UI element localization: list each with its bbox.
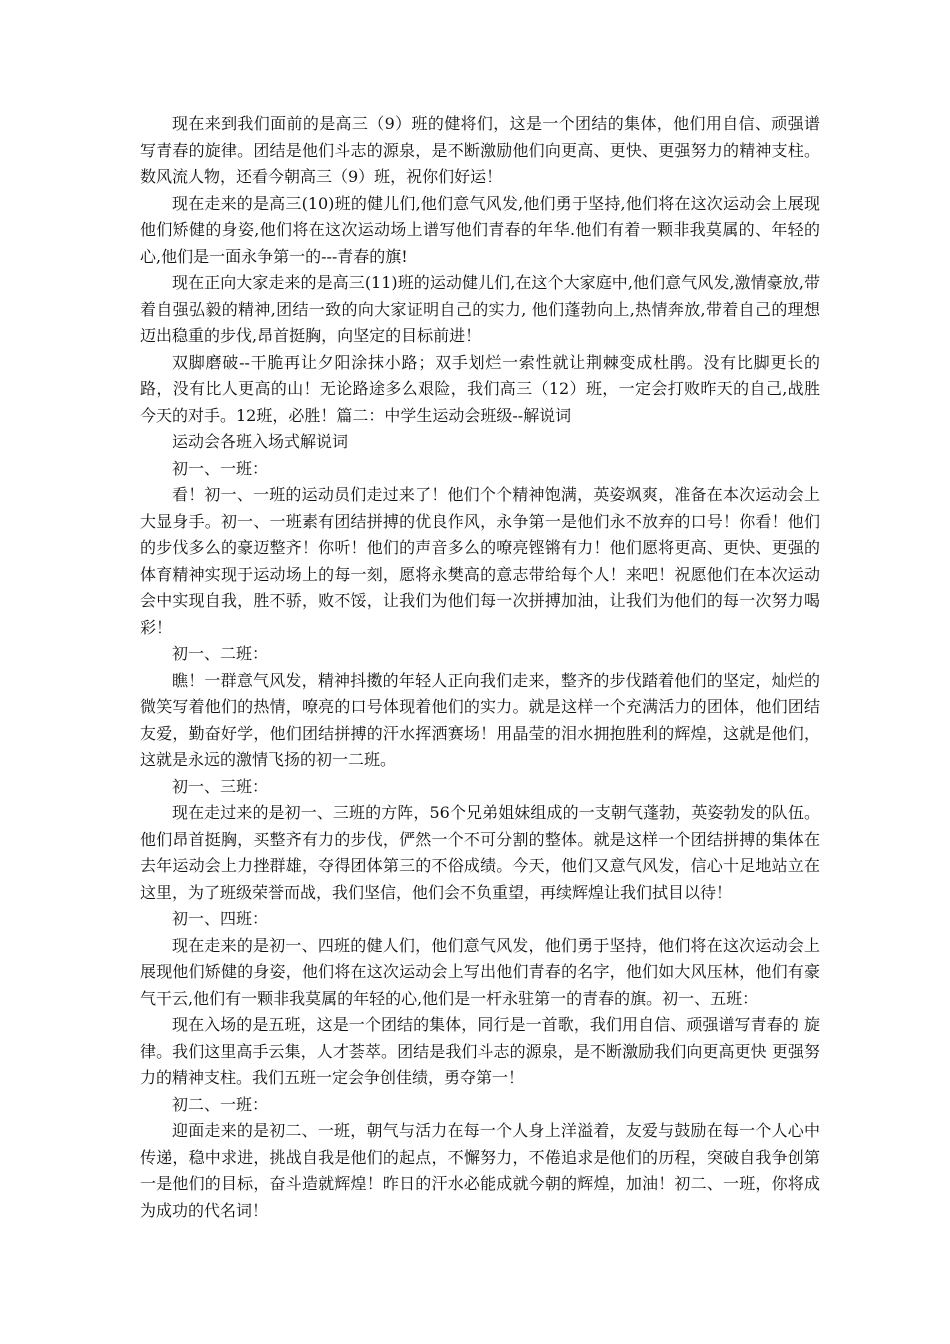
paragraph: 现在走过来的是初一、三班的方阵，56个兄弟姐妹组成的一支朝气蓬勃，英姿勃发的队伍。他们昂首挺胸，买整齐有力的步伐，俨然一个不可分割的整体。就是这样一个团结拼搏的集体在去年运动会上力挫群雄，夺得团体第三的不俗成绩。今天，他们又意气风发，信心十足地站立在这里，为了班级荣誉而战，我们坚信，他们会不负重望，再续辉煌让我们拭目以待！ xyxy=(140,803,820,902)
paragraph: 迎面走来的是初二、一班，朝气与活力在每一个人身上洋溢着，友爱与鼓励在每一个人心中传递，稳中求进，挑战自我是他们的起点，不懈努力，不倦追求是他们的历程，突破自我争创第一是他们的目标，奋斗造就辉煌！昨日的汗水必能成就今朝的辉煌，加油！初二、一班，你将成为成功的代名词！ xyxy=(140,1121,820,1220)
paragraph: 现在入场的是五班，这是一个团结的集体，同行是一首歌，我们用自信、顽强谱写青春的 旋律。我们这里高手云集，人才荟萃。团结是我们斗志的源泉，是不断激励我们向更高更快 更强努力的精神支柱。我们五班一定会争创佳绩，勇夺第一！ xyxy=(140,1015,820,1087)
class-heading: 初一、三班： xyxy=(172,776,269,796)
paragraph: 现在走来的是高三(10)班的健儿们,他们意气风发,他们勇于坚持,他们将在这次运动会上展现他们矫健的身姿,他们将在这次运动场上谱写他们青春的年华.他们有着一颗非我莫属的、年轻的心,他们是一面永争第一的---青春的旗! xyxy=(140,193,820,266)
paragraph: 现在正向大家走来的是高三(11)班的运动健儿们,在这个大家庭中,他们意气风发,激情豪放,带着自强弘毅的精神,团结一致的向大家证明自己的实力, 他们蓬勃向上,热情奔放,带着自己的理想迈出稳重的步伐,昂首挺胸，向坚定的目标前进！ xyxy=(140,273,820,345)
paragraph: 现在来到我们面前的是高三（9）班的健将们，这是一个团结的集体，他们用自信、顽强谱写青春的旋律。团结是他们斗志的源泉，是不断激励他们向更高、更快、更强努力的精神支柱。数风流人物，还看今朝高三（9）班，祝你们好运！ xyxy=(140,114,820,186)
document-page xyxy=(140,111,820,1224)
class-heading: 初二、一班： xyxy=(172,1094,269,1114)
class-heading: 初一、一班： xyxy=(172,458,269,478)
class-heading: 初一、四班： xyxy=(172,909,269,928)
class-heading: 初一、二班： xyxy=(172,644,269,663)
paragraph: 双脚磨破--干脆再让夕阳涂抹小路；双手划烂一索性就让荆棘变成杜鹃。没有比脚更长的路，没有比人更高的山！无论路途多么艰险，我们高三（12）班，一定会打败昨天的自己,战胜今天的对手。12班，必胜！篇二：中学生运动会班级--解说词 xyxy=(140,352,820,425)
section-title: 运动会各班入场式解说词 xyxy=(172,432,349,451)
paragraph: 现在走来的是初一、四班的健人们，他们意气风发，他们勇于坚持，他们将在这次运动会上展现他们矫健的身姿，他们将在这次运动会上写出他们青春的名字，他们如大风压林，他们有豪气干云,他们有一颗非我莫属的年轻的心,他们是一杆永驻第一的青春的旗。初一、五班： xyxy=(140,935,820,1008)
paragraph: 瞧！一群意气风发，精神抖擞的年轻人正向我们走来，整齐的步伐踏着他们的坚定，灿烂的微笑写着他们的热情，嘹亮的口号体现着他们的实力。就是这样一个充满活力的团体，他们团结友爱，勤奋好学，他们团结拼搏的汗水挥洒赛场！用晶莹的泪水拥抱胜利的辉煌，这就是他们，这就是永远的激情飞扬的初一二班。 xyxy=(140,670,820,769)
paragraph: 看！初一、一班的运动员们走过来了！他们个个精神饱满，英姿飒爽，准备在本次运动会上大显身手。初一、一班素有团结拼搏的优良作风，永争第一是他们永不放弃的口号！你看！他们的步伐多么的豪迈整齐！你听！他们的声音多么的嘹亮铿锵有力！他们愿将更高、更快、更强的体育精神实现于运动场上的每一刻，愿将永樊高的意志带给每个人！来吧！祝愿他们在本次运动会中实现自我，胜不骄，败不馁，让我们为他们每一次拼搏加油，让我们为他们的每一次努力喝彩！ xyxy=(140,485,820,637)
